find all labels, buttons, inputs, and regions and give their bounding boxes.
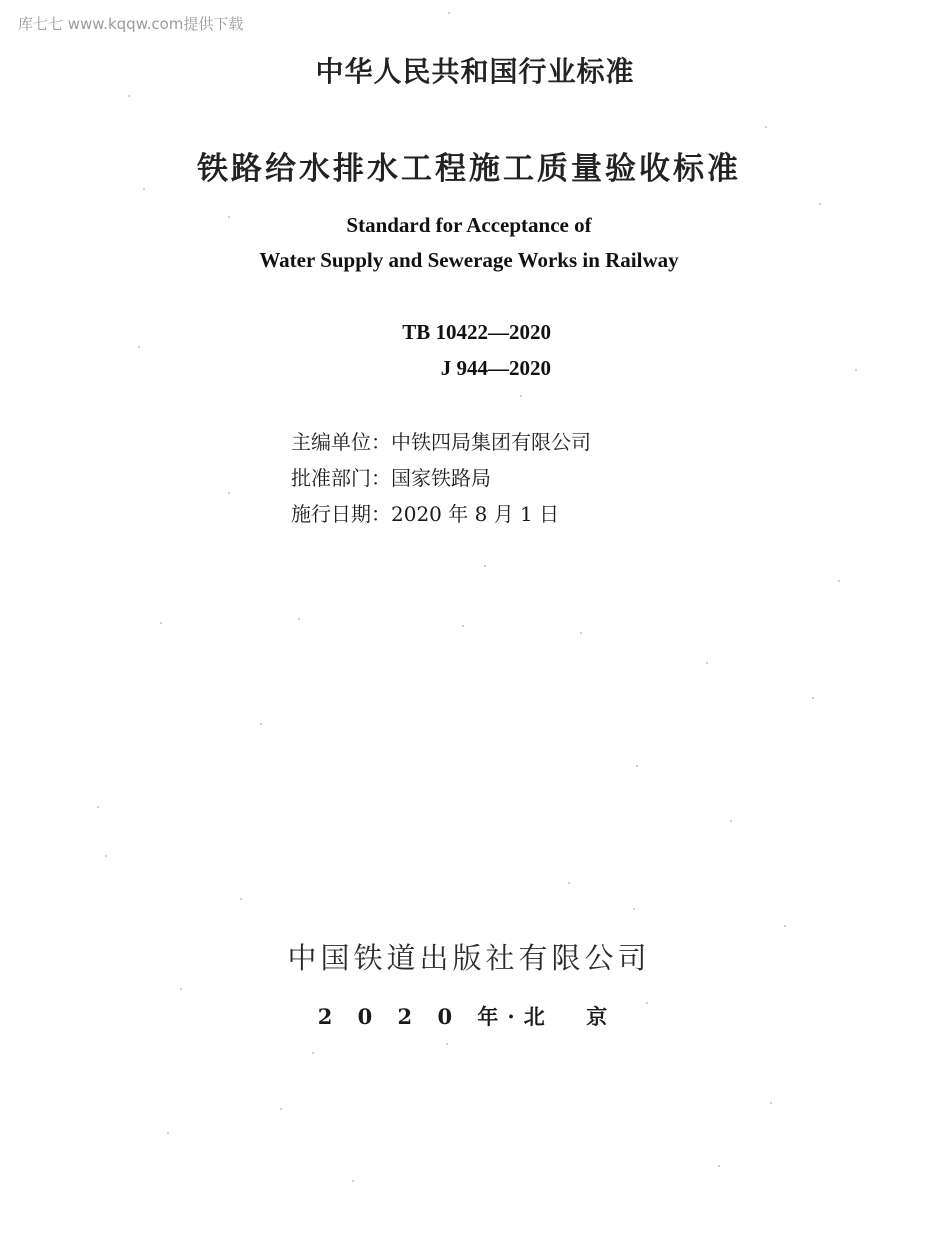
scan-speck: [819, 203, 821, 205]
scan-speck: [484, 565, 486, 567]
scan-speck: [633, 908, 635, 910]
scan-speck: [228, 492, 230, 494]
scan-speck: [97, 806, 99, 808]
scan-speck: [462, 625, 464, 627]
scan-speck: [784, 925, 786, 927]
scan-speck: [260, 723, 262, 725]
watermark-text: 库七七 www.kqqw.com提供下载: [18, 15, 244, 33]
scan-speck: [812, 697, 814, 699]
scan-speck: [765, 126, 767, 128]
scan-speck: [105, 855, 107, 857]
scan-speck: [138, 346, 140, 348]
scan-speck: [446, 1043, 448, 1045]
chief-editor-unit: 主编单位：中铁四局集团有限公司: [291, 430, 591, 454]
scan-speck: [718, 1165, 720, 1167]
publication-year-place: 2 0 2 0 年·北 京: [317, 1004, 617, 1029]
scan-speck: [312, 1052, 314, 1054]
j-standard-code: J 944—2020: [440, 356, 551, 380]
effective-date: 施行日期：2020 年 8 月 1 日: [291, 502, 560, 526]
publisher-name: 中国铁道出版社有限公司: [287, 941, 651, 975]
standard-category-heading: 中华人民共和国行业标准: [315, 55, 635, 88]
scan-speck: [568, 882, 570, 884]
scan-speck: [298, 618, 300, 620]
scan-speck: [448, 12, 450, 14]
scan-speck: [143, 188, 145, 190]
scan-speck: [180, 988, 182, 990]
english-title-line-2: Water Supply and Sewerage Works in Railway: [259, 248, 679, 272]
scan-speck: [520, 395, 522, 397]
scan-speck: [646, 1002, 648, 1004]
scan-speck: [240, 898, 242, 900]
document-title: 铁路给水排水工程施工质量验收标准: [197, 151, 741, 187]
scan-speck: [580, 632, 582, 634]
scan-speck: [352, 1180, 354, 1182]
scan-speck: [730, 820, 732, 822]
scan-speck: [167, 1132, 169, 1134]
scan-speck: [855, 369, 857, 371]
scan-speck: [636, 765, 638, 767]
scan-speck: [280, 1108, 282, 1110]
scan-speck: [228, 216, 230, 218]
scan-speck: [160, 622, 162, 624]
tb-standard-code: TB 10422—2020: [402, 320, 551, 344]
scan-speck: [706, 662, 708, 664]
scan-speck: [838, 580, 840, 582]
scan-speck: [770, 1102, 772, 1104]
english-title-line-1: Standard for Acceptance of: [346, 213, 592, 237]
approval-department: 批准部门：国家铁路局: [291, 466, 491, 490]
scan-speck: [128, 95, 130, 97]
